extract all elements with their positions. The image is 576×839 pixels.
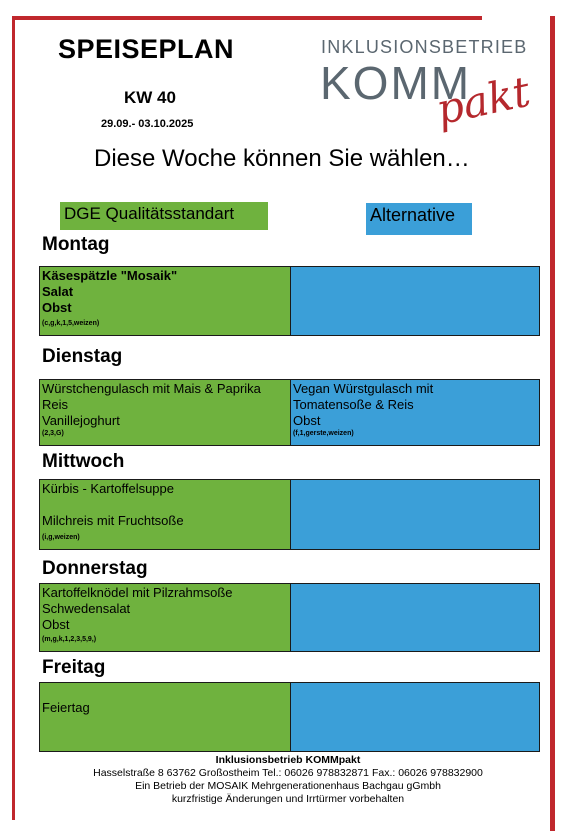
menu-line: Feiertag (42, 700, 90, 715)
menu-line: Tomatensoße & Reis (293, 397, 414, 412)
column-label-dge: DGE Qualitätsstandart (60, 202, 268, 230)
day-label: Dienstag (42, 346, 123, 367)
menu-line: Kartoffelknödel mit Pilzrahmsoße (42, 585, 233, 600)
menu-line: Milchreis mit Fruchtsoße (42, 513, 184, 528)
day-label: Freitag (42, 657, 106, 678)
menu-line: Salat (42, 284, 74, 299)
logo-komm-text: KOMM (320, 57, 472, 109)
allergen-codes: (f,1,gerste,weizen) (293, 430, 354, 437)
footer-address: Hasselstraße 8 63762 Großostheim Tel.: 06026 978832871 Fax.: 06026 978832900 (93, 767, 483, 779)
menu-line: Würstchengulasch mit Mais & Paprika (42, 381, 261, 396)
column-label-alternative: Alternative (366, 203, 472, 235)
menu-cell-dge (39, 379, 291, 446)
allergen-codes: (c,g,k,1,5,weizen) (42, 320, 100, 327)
menu-cell-alternative (290, 583, 540, 652)
menu-line: Vanillejoghurt (42, 413, 120, 428)
logo-subtitle: INKLUSIONSBETRIEB (321, 37, 528, 57)
week-dates: 29.09.- 03.10.2025 (101, 118, 194, 130)
menu-cell-alternative (290, 479, 540, 550)
logo-pakt-text: pakt (431, 66, 535, 135)
menu-line: Käsespätzle "Mosaik" (42, 268, 178, 283)
menu-cell-dge (39, 583, 291, 652)
top-border (12, 16, 482, 20)
menu-line: Reis (42, 397, 69, 412)
menu-cell-dge (39, 479, 291, 550)
menu-cell-alternative (290, 682, 540, 752)
left-border (12, 20, 15, 820)
menu-cell-alternative (290, 266, 540, 336)
day-label: Mittwoch (42, 451, 125, 472)
menu-cell-dge (39, 682, 291, 752)
menu-line: Obst (42, 617, 70, 632)
week-number: KW 40 (124, 88, 176, 107)
kommpakt-logo (318, 34, 533, 134)
menu-line: Vegan Würstgulasch mit (293, 381, 434, 396)
menu-line: Obst (42, 300, 72, 315)
allergen-codes: (m,g,k,1,2,3,5,9,) (42, 636, 97, 643)
allergen-codes: (i,g,weizen) (42, 534, 80, 541)
headline: Diese Woche können Sie wählen… (94, 145, 470, 172)
page-title: SPEISEPLAN (58, 34, 235, 64)
menu-line: Obst (293, 413, 321, 428)
right-border (550, 16, 555, 831)
footer (0, 754, 576, 806)
footer-company: Inklusionsbetrieb KOMMpakt (215, 754, 361, 766)
footer-disclaimer: kurzfristige Änderungen und Irrtürmer vorbehalten (171, 793, 405, 805)
menu-line (42, 497, 288, 513)
day-label: Montag (42, 234, 110, 255)
allergen-codes: (2,3,G) (42, 430, 64, 437)
footer-operator: Ein Betrieb der MOSAIK Mehrgenerationenhaus Bachgau gGmbh (135, 780, 441, 792)
menu-line: Kürbis - Kartoffelsuppe (42, 481, 174, 496)
menu-cell-alternative (290, 379, 540, 446)
menu-line: Schwedensalat (42, 601, 131, 616)
day-label: Donnerstag (42, 558, 148, 579)
menu-cell-dge (39, 266, 291, 336)
menu-line (42, 684, 288, 700)
